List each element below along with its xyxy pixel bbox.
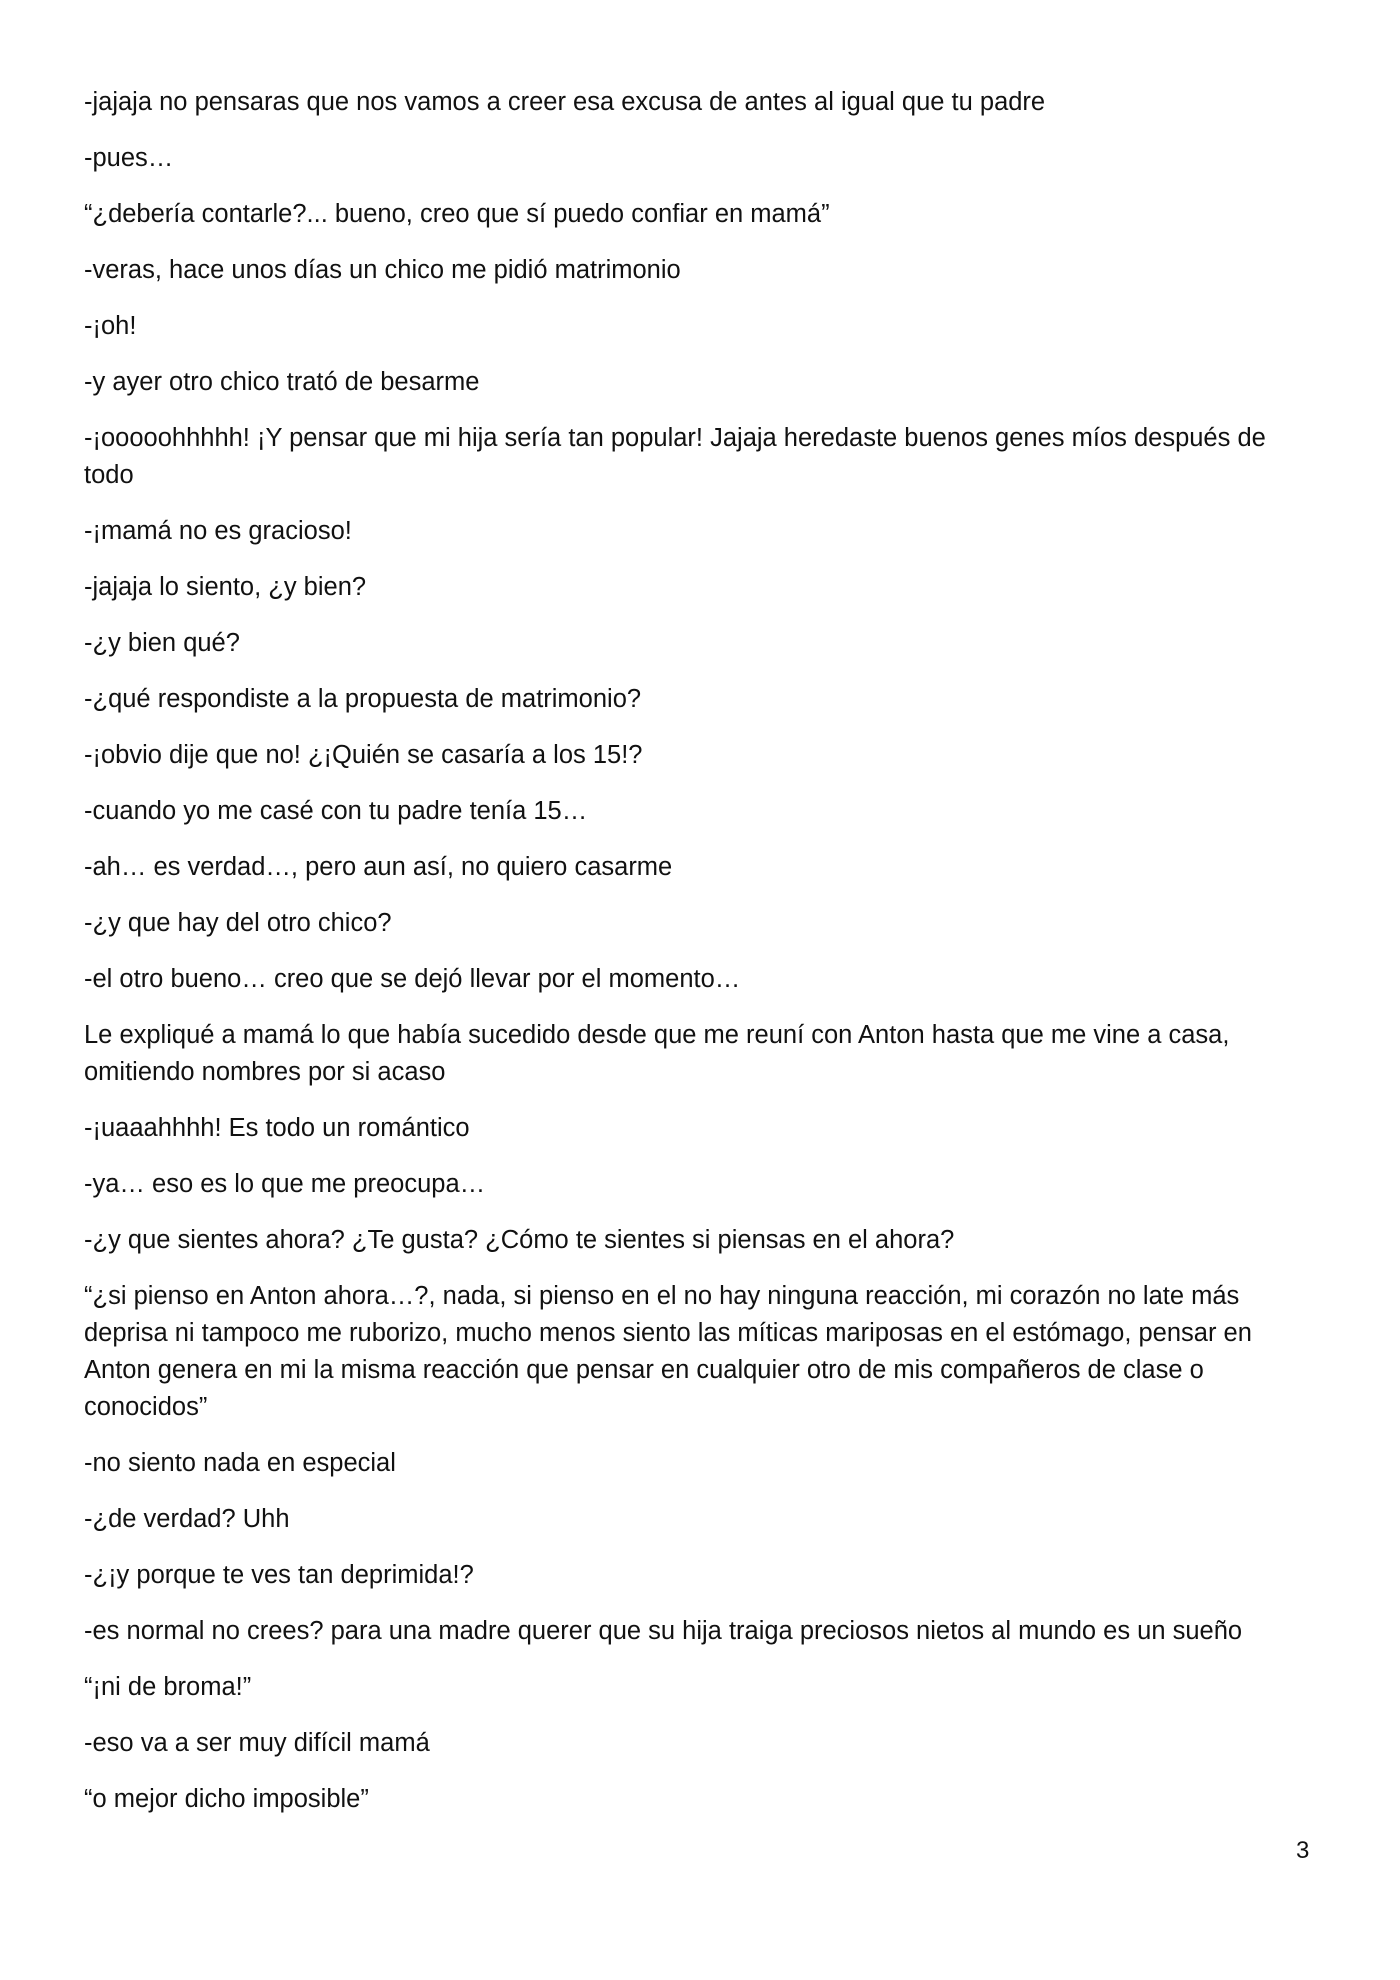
paragraph: -¿y que sientes ahora? ¿Te gusta? ¿Cómo te sientes si piensas en el ahora? — [84, 1226, 955, 1254]
paragraph: -y ayer otro chico trató de besarme — [84, 368, 480, 396]
story-text — [84, 84, 1304, 1837]
paragraph: -¡uaaahhhh! Es todo un romántico — [84, 1114, 470, 1142]
page-number: 3 — [1296, 1837, 1310, 1864]
paragraph: Le expliqué a mamá lo que había sucedido desde que me reuní con Anton hasta que me vine a casa, omitiendo nombres por si acaso — [84, 1021, 1230, 1086]
paragraph: -¿y que hay del otro chico? — [84, 909, 392, 937]
paragraph: -veras, hace unos días un chico me pidió matrimonio — [84, 256, 681, 284]
paragraph: -¡ooooohhhhh! ¡Y pensar que mi hija sería tan popular! Jajaja heredaste buenos genes míos después de todo — [84, 424, 1266, 489]
paragraph: -cuando yo me casé con tu padre tenía 15… — [84, 797, 588, 825]
paragraph: “¡ni de broma!” — [84, 1673, 252, 1701]
paragraph: “¿debería contarle?... bueno, creo que sí puedo confiar en mamá” — [84, 200, 830, 228]
paragraph: -ah… es verdad…, pero aun así, no quiero casarme — [84, 853, 673, 881]
paragraph: -jajaja no pensaras que nos vamos a creer esa excusa de antes al igual que tu padre — [84, 88, 1046, 116]
paragraph: -¿¡y porque te ves tan deprimida!? — [84, 1561, 474, 1589]
paragraph: -¿qué respondiste a la propuesta de matrimonio? — [84, 685, 642, 713]
paragraph: -eso va a ser muy difícil mamá — [84, 1729, 430, 1757]
paragraph: “o mejor dicho imposible” — [84, 1785, 369, 1813]
paragraph: -¡mamá no es gracioso! — [84, 517, 352, 545]
paragraph: -jajaja lo siento, ¿y bien? — [84, 573, 367, 601]
paragraph: -pues… — [84, 144, 174, 172]
paragraph: -¿y bien qué? — [84, 629, 240, 657]
paragraph: -ya… eso es lo que me preocupa… — [84, 1170, 486, 1198]
paragraph: -¡oh! — [84, 312, 137, 340]
paragraph: -es normal no crees? para una madre querer que su hija traiga preciosos nietos al mundo es un sueño — [84, 1617, 1243, 1645]
paragraph: -no siento nada en especial — [84, 1449, 396, 1477]
paragraph: -¿de verdad? Uhh — [84, 1505, 290, 1533]
paragraph: “¿si pienso en Anton ahora…?, nada, si pienso en el no hay ninguna reacción, mi corazón no late más deprisa ni tampoco me ruborizo, mucho menos siento las míticas mariposas en el estómago, pensar en Anton genera en mi la misma reacción que pensar en cualquier otro de mis compañeros de clase o conocidos” — [84, 1282, 1252, 1421]
paragraph: -¡obvio dije que no! ¿¡Quién se casaría a los 15!? — [84, 741, 643, 769]
paragraph: -el otro bueno… creo que se dejó llevar por el momento… — [84, 965, 741, 993]
